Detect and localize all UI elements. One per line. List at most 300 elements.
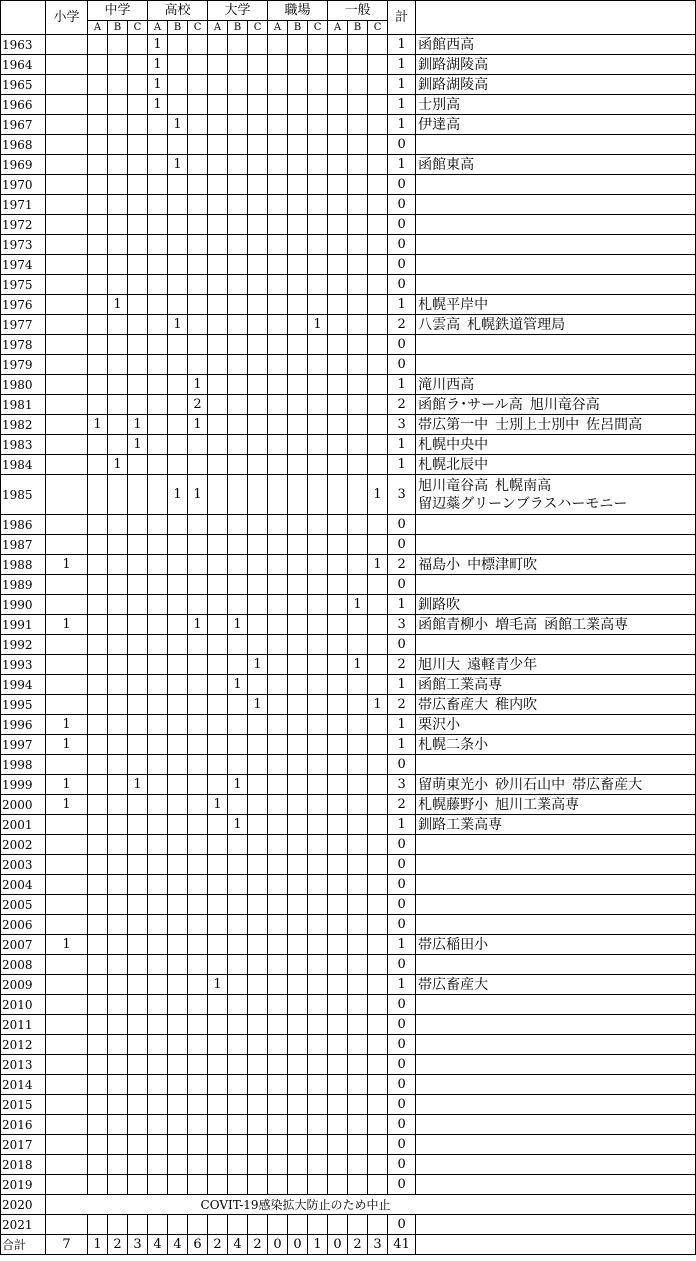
count-cell [228,795,248,815]
count-cell [108,675,128,695]
table-row [1,795,696,815]
table-row [1,655,696,675]
count-cell [268,695,288,715]
count-cell [228,275,248,295]
count-cell [348,855,368,875]
year-cell: 1965 [1,75,46,95]
count-cell [308,615,328,635]
row-total-cell: 1 [388,735,416,755]
count-cell [328,355,348,375]
year-cell: 1987 [1,535,46,555]
count-cell [308,575,328,595]
count-cell [308,395,328,415]
count-cell [188,155,208,175]
count-cell [248,375,268,395]
names-cell [416,755,696,775]
count-cell: 1 [46,555,88,575]
row-total-cell: 3 [388,775,416,795]
count-cell [308,95,328,115]
row-total-cell: 0 [388,835,416,855]
names-cell [416,835,696,855]
names-cell [416,195,696,215]
header-sub-a: A [208,21,228,35]
count-cell [46,475,88,515]
count-cell [268,1175,288,1195]
count-cell [188,455,208,475]
year-cell: 1991 [1,615,46,635]
count-cell [328,775,348,795]
names-cell [416,775,696,795]
count-cell [108,935,128,955]
count-cell [368,1215,388,1235]
count-cell [208,575,228,595]
count-cell: 1 [88,415,108,435]
school-name: 留辺蘂グリーンブラスハーモニー [418,495,628,512]
count-cell [108,1035,128,1055]
count-cell [108,795,128,815]
count-cell [308,795,328,815]
count-cell [368,855,388,875]
count-cell [108,75,128,95]
count-cell [268,55,288,75]
count-cell [268,855,288,875]
count-cell [248,835,268,855]
count-cell [188,935,208,955]
count-cell [168,575,188,595]
count-cell [308,535,328,555]
count-cell [208,455,228,475]
count-cell [348,735,368,755]
names-line [418,696,695,714]
count-cell [328,215,348,235]
year-cell: 1976 [1,295,46,315]
count-cell [108,1075,128,1095]
count-cell [108,855,128,875]
count-cell [208,535,228,555]
school-name: 釧路湖陵高 [418,56,489,73]
count-cell [88,95,108,115]
names-line [418,776,695,794]
header-total: 計 [388,1,416,35]
count-cell [268,875,288,895]
count-cell [208,595,228,615]
table-row [1,1035,696,1055]
count-cell [308,555,328,575]
count-cell [208,275,228,295]
count-cell [108,775,128,795]
count-cell [88,255,108,275]
count-cell [228,135,248,155]
count-cell [268,475,288,515]
table-row [1,515,696,535]
names-cell [416,615,696,635]
header-sub-c: C [188,21,208,35]
row-total-cell: 0 [388,175,416,195]
year-cell: 1999 [1,775,46,795]
count-cell [168,1075,188,1095]
count-cell [208,375,228,395]
count-cell [168,1115,188,1135]
count-cell [368,1035,388,1055]
names-cell [416,735,696,755]
count-cell [248,215,268,235]
count-cell [188,1055,208,1075]
count-cell [348,315,368,335]
count-cell [348,75,368,95]
count-cell [88,1135,108,1155]
count-cell [148,195,168,215]
count-cell [248,1035,268,1055]
count-cell [288,595,308,615]
count-cell [128,895,148,915]
count-cell [328,575,348,595]
count-cell [248,755,268,775]
count-cell [46,195,88,215]
names-line [418,416,695,434]
count-cell [168,1015,188,1035]
count-cell [308,935,328,955]
count-cell [128,595,148,615]
year-cell: 2014 [1,1075,46,1095]
school-name: 帯広稲田小 [418,936,489,953]
count-cell [88,875,108,895]
count-cell [46,955,88,975]
count-cell [368,155,388,175]
row-total-cell: 0 [388,135,416,155]
count-cell [188,1115,208,1135]
count-cell [328,275,348,295]
school-name: 滝川西高 [418,376,475,393]
count-cell [88,395,108,415]
count-cell [348,215,368,235]
count-cell: 1 [128,775,148,795]
count-cell [88,1115,108,1135]
count-cell [228,935,248,955]
count-cell [288,195,308,215]
count-cell [248,435,268,455]
count-cell [88,135,108,155]
count-cell [368,515,388,535]
count-cell [248,535,268,555]
count-cell [268,335,288,355]
count-cell [308,1175,328,1195]
count-cell [46,315,88,335]
count-cell [228,235,248,255]
row-total-cell: 1 [388,435,416,455]
count-cell [368,55,388,75]
header-sub-b: B [168,21,188,35]
count-cell [168,835,188,855]
count-cell [248,355,268,375]
count-cell [268,715,288,735]
count-cell [228,1035,248,1055]
count-cell [168,955,188,975]
count-cell [308,1215,328,1235]
year-cell: 2006 [1,915,46,935]
count-cell [368,275,388,295]
count-cell [128,955,148,975]
count-cell [328,655,348,675]
count-cell [328,875,348,895]
count-cell [188,535,208,555]
table-row [1,695,696,715]
count-cell [208,1095,228,1115]
count-cell [348,295,368,315]
count-cell [128,175,148,195]
names-cell [416,275,696,295]
count-cell [46,755,88,775]
names-line [418,376,695,394]
count-cell [288,1015,308,1035]
count-cell [328,1175,348,1195]
count-cell [208,635,228,655]
count-cell [208,475,228,515]
count-cell [368,175,388,195]
count-cell [228,375,248,395]
count-cell [128,395,148,415]
totals-row [1,1235,696,1255]
count-cell: 1 [46,615,88,635]
count-cell: 1 [308,315,328,335]
count-cell [208,775,228,795]
count-cell [368,735,388,755]
names-line [418,76,695,94]
count-cell [328,955,348,975]
count-cell [228,195,248,215]
names-line [418,936,695,954]
school-name: 士別上士別中 [495,416,580,433]
count-cell: 1 [168,315,188,335]
count-cell [348,535,368,555]
count-cell [108,335,128,355]
total-count-cell: 3 [128,1235,148,1255]
count-cell [208,435,228,455]
count-cell [208,735,228,755]
count-cell [268,75,288,95]
count-cell [128,315,148,335]
count-cell [368,675,388,695]
count-cell [248,595,268,615]
count-cell [268,935,288,955]
count-cell [308,295,328,315]
count-cell [248,675,268,695]
count-cell [368,535,388,555]
names-cell [416,355,696,375]
count-cell [268,975,288,995]
count-cell [148,315,168,335]
count-cell [248,895,268,915]
names-cell [416,415,696,435]
count-cell [308,815,328,835]
count-cell [368,575,388,595]
row-total-cell: 0 [388,855,416,875]
count-cell [128,875,148,895]
count-cell [108,955,128,975]
count-cell [208,355,228,375]
row-total-cell: 0 [388,1155,416,1175]
count-cell [268,255,288,275]
count-cell [348,715,368,735]
count-cell [148,515,168,535]
year-cell: 1979 [1,355,46,375]
count-cell [348,435,368,455]
count-cell [228,975,248,995]
count-cell [348,115,368,135]
count-cell [46,1035,88,1055]
count-cell [128,75,148,95]
names-cell [416,695,696,715]
count-cell [248,95,268,115]
year-cell: 2017 [1,1135,46,1155]
count-cell [108,435,128,455]
count-cell [228,335,248,355]
school-name: 帯広第一中 [418,416,489,433]
count-cell [328,515,348,535]
count-cell [268,115,288,135]
count-cell: 1 [368,475,388,515]
names-cell [416,535,696,555]
school-name: 士別高 [418,96,461,113]
count-cell [46,375,88,395]
row-total-cell: 1 [388,295,416,315]
count-cell [268,995,288,1015]
count-cell [288,715,308,735]
count-cell [168,1035,188,1055]
count-cell [88,795,108,815]
count-cell [248,235,268,255]
count-cell [208,935,228,955]
count-cell [248,1135,268,1155]
count-cell [128,275,148,295]
count-cell [288,795,308,815]
names-cell [416,375,696,395]
count-cell [288,75,308,95]
count-cell [268,235,288,255]
names-cell [416,135,696,155]
count-cell [108,95,128,115]
count-cell [188,655,208,675]
year-cell: 2007 [1,935,46,955]
count-cell [46,655,88,675]
row-total-cell: 2 [388,655,416,675]
count-cell [168,815,188,835]
count-cell [128,95,148,115]
row-total-cell: 0 [388,575,416,595]
count-cell [88,115,108,135]
count-cell [268,555,288,575]
names-cell [416,915,696,935]
count-cell [228,695,248,715]
count-cell [88,515,108,535]
row-total-cell: 0 [388,1095,416,1115]
count-cell [228,1075,248,1095]
count-cell [46,535,88,555]
row-total-cell: 0 [388,335,416,355]
count-cell [288,1075,308,1095]
count-cell [368,135,388,155]
count-cell: 1 [368,555,388,575]
row-total-cell: 0 [388,275,416,295]
school-name: 中標津町吹 [467,556,538,573]
count-cell [128,575,148,595]
count-cell [188,875,208,895]
count-cell [268,135,288,155]
table-row [1,995,696,1015]
table-row [1,55,696,75]
count-cell [188,335,208,355]
count-cell [208,515,228,535]
count-cell [168,975,188,995]
count-cell [268,655,288,675]
count-cell [368,955,388,975]
count-cell [248,1015,268,1035]
total-count-cell: 2 [208,1235,228,1255]
year-cell: 2016 [1,1115,46,1135]
count-cell [348,415,368,435]
count-cell [288,375,308,395]
row-total-cell: 1 [388,95,416,115]
school-name: 函館工業高専 [418,676,503,693]
count-cell [168,595,188,615]
count-cell [228,35,248,55]
count-cell [368,1075,388,1095]
count-cell [248,815,268,835]
names-line [418,436,695,454]
count-cell [228,835,248,855]
count-cell [368,795,388,815]
count-cell [188,175,208,195]
count-cell [288,615,308,635]
count-cell [168,195,188,215]
count-cell [288,475,308,515]
names-line [418,316,695,334]
count-cell [268,375,288,395]
table-row [1,235,696,255]
count-cell [168,1175,188,1195]
count-cell [248,335,268,355]
year-cell: 1973 [1,235,46,255]
count-cell [228,1175,248,1195]
count-cell [148,1215,168,1235]
row-total-cell: 1 [388,115,416,135]
count-cell [228,995,248,1015]
year-cell: 2004 [1,875,46,895]
count-cell [128,375,148,395]
row-total-cell: 0 [388,635,416,655]
header-daigaku: 大学 [208,1,268,21]
count-cell [46,1175,88,1195]
header-sub-a: A [88,21,108,35]
count-cell [288,855,308,875]
table-row [1,935,696,955]
count-cell [228,475,248,515]
count-cell [148,615,168,635]
count-cell [168,915,188,935]
count-cell [248,295,268,315]
count-cell [148,335,168,355]
count-cell [148,455,168,475]
count-cell [208,855,228,875]
count-cell [328,135,348,155]
count-cell [108,755,128,775]
count-cell [148,235,168,255]
row-total-cell: 0 [388,1055,416,1075]
count-cell [288,435,308,455]
count-cell [88,1035,108,1055]
count-cell [248,995,268,1015]
row-total-cell: 1 [388,715,416,735]
table-row [1,855,696,875]
